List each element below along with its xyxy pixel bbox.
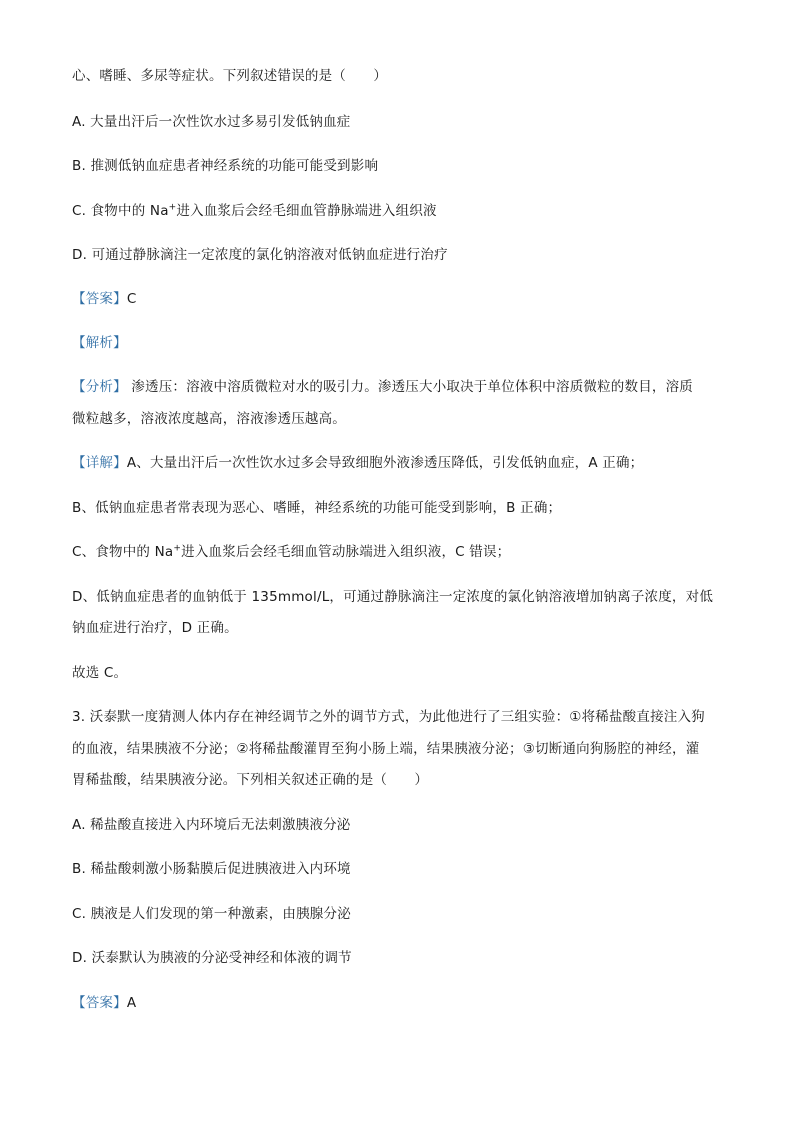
detail-tag: 【详解】 (72, 455, 127, 471)
answer-tag: 【答案】 (72, 291, 127, 307)
q2-fenxi-line-2: 微粒越多，溶液浓度越高，溶液渗透压越高。 (72, 411, 346, 427)
q3-answer (72, 994, 136, 1012)
q2-option-c-superscript: + (168, 202, 177, 213)
q2-detail-b: B、低钠血症患者常表现为恶心、嗜睡，神经系统的功能可能受到影响，B 正确； (72, 500, 562, 516)
q3-option-d: D. 沃泰默认为胰液的分泌受神经和体液的调节 (72, 950, 352, 966)
q2-answer (72, 290, 136, 308)
q3-option-a: A. 稀盐酸直接进入内环境后无法刺激胰液分泌 (72, 817, 351, 833)
analysis-tag: 【解析】 (72, 335, 127, 351)
q3-option-b: B. 稀盐酸刺激小肠黏膜后促进胰液进入内环境 (72, 861, 351, 877)
q2-conclusion: 故选 C。 (72, 665, 128, 681)
detail-c-text-pre: C、食物中的 Na (72, 544, 174, 560)
fenxi-tag: 【分析】 (72, 379, 127, 395)
answer-value: C (126, 291, 137, 307)
q2-option-a: A. 大量出汗后一次性饮水过多易引发低钠血症 (72, 114, 351, 130)
q2-detail-d-line-2: 钠血症进行治疗，D 正确。 (72, 620, 238, 636)
q2-option-c (72, 202, 437, 220)
q2-fenxi-line-1 (72, 378, 693, 396)
q3-option-c: C. 胰液是人们发现的第一种激素，由胰腺分泌 (72, 906, 351, 922)
fenxi-text-1: 渗透压：溶液中溶质微粒对水的吸引力。渗透压大小取决于单位体积中溶质微粒的数目，溶质 (126, 379, 694, 395)
detail-c-superscript: + (173, 543, 182, 554)
q2-option-c-text-post: 进入血浆后会经毛细血管静脉端进入组织液 (176, 203, 437, 219)
detail-a-text: A、大量出汗后一次性饮水过多会导致细胞外液渗透压降低，引发低钠血症，A 正确； (126, 455, 644, 471)
q2-option-d: D. 可通过静脉滴注一定浓度的氯化钠溶液对低钠血症进行治疗 (72, 247, 448, 263)
q3-stem-line-1: 3. 沃泰默一度猜测人体内存在神经调节之外的调节方式，为此他进行了三组实验：①将稀盐酸直接注入狗 (72, 709, 705, 725)
detail-c-text-post: 进入血浆后会经毛细血管动脉端进入组织液，C 错误； (181, 544, 511, 560)
answer-tag: 【答案】 (72, 995, 127, 1011)
q2-detail-a (72, 454, 643, 472)
q2-analysis-heading (72, 334, 127, 352)
q2-detail-c (72, 543, 510, 561)
answer-value: A (126, 995, 137, 1011)
q3-stem-line-3: 胃稀盐酸，结果胰液分泌。下列相关叙述正确的是（ ） (72, 772, 429, 788)
q2-stem-tail: 心、嗜睡、多尿等症状。下列叙述错误的是（ ） (72, 68, 388, 84)
q2-detail-d-line-1: D、低钠血症患者的血钠低于 135mmol/L，可通过静脉滴注一定浓度的氯化钠溶液增加钠离子浓度，对低 (72, 589, 714, 605)
q3-stem-line-2: 的血液，结果胰液不分泌；②将稀盐酸灌胃至狗小肠上端，结果胰液分泌；③切断通向狗肠腔的神经，灌 (72, 741, 700, 757)
q2-option-c-text-pre: C. 食物中的 Na (72, 203, 169, 219)
q2-option-b: B. 推测低钠血症患者神经系统的功能可能受到影响 (72, 158, 379, 174)
